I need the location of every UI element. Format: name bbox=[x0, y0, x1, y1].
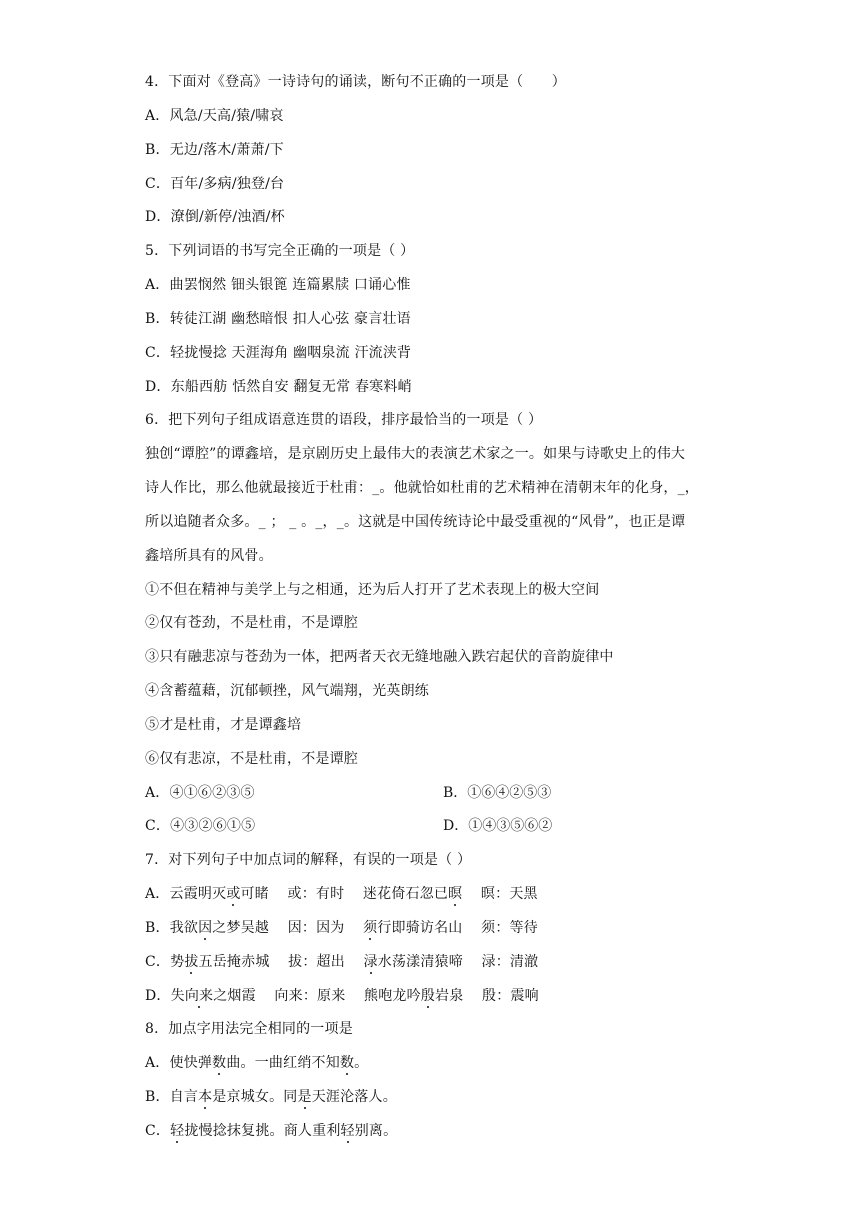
q5-option-b: B．转徒江湖 幽愁暗恨 扣人心弦 豪言壮语 bbox=[145, 311, 411, 327]
q6-item-3: ③只有融悲凉与苍劲为一体，把两者天衣无缝地融入跌宕起伏的音韵旋律中 bbox=[145, 649, 614, 665]
q6-passage-line: 所以追随者众多。_ ； _ 。_，_。这就是中国传统诗论中最受重视的“风骨”，也正是谭 bbox=[145, 514, 686, 530]
dotted-char: 数 bbox=[212, 1055, 227, 1071]
q8-stem: 8．加点字用法完全相同的一项是 bbox=[145, 1021, 353, 1037]
q4-stem: 4．下面对《登高》一诗诗句的诵读，断句不正确的一项是（ ） bbox=[145, 74, 566, 90]
q6-option-b: B．①⑥④②⑤③ bbox=[443, 785, 552, 801]
q7-option-a: A．云霞明灭或可睹 或：有时 迷花倚石忽已暝 暝：天黑 bbox=[145, 886, 538, 902]
dotted-char: 因 bbox=[198, 920, 213, 936]
q6-item-5: ⑤才是杜甫，才是谭鑫培 bbox=[145, 717, 302, 733]
q6-option-a: A．④①⑥②③⑤ bbox=[145, 785, 255, 801]
dotted-char: 轻 bbox=[170, 1123, 185, 1139]
q6-stem: 6．把下列句子组成语意连贯的语段，排序最恰当的一项是（ ） bbox=[145, 412, 543, 428]
q8-option-b: B．自言本是京城女。同是天涯沦落人。 bbox=[145, 1089, 397, 1105]
dotted-char: 或 bbox=[226, 886, 241, 902]
q4-option-d: D．潦倒/新停/浊酒/杯 bbox=[145, 209, 285, 225]
q6-item-6: ⑥仅有悲凉，不是杜甫，不是谭腔 bbox=[145, 751, 358, 767]
dotted-char: 须 bbox=[363, 920, 378, 936]
q5-option-d: D．东船西舫 恬然自安 翻复无常 春寒料峭 bbox=[145, 379, 412, 395]
q7-stem: 7．对下列句子中加点词的解释，有误的一项是（ ） bbox=[145, 852, 472, 868]
dotted-char: 本 bbox=[198, 1089, 213, 1105]
q6-passage-line: 诗人作比，那么他就最接近于杜甫：_。他就恰如杜甫的艺术精神在清朝末年的化身，_， bbox=[145, 480, 699, 496]
dotted-char: 是 bbox=[297, 1089, 312, 1105]
q5-option-a: A．曲罢悯然 钿头银篦 连篇累牍 口诵心惟 bbox=[145, 277, 411, 293]
q7-option-c: C．势拔五岳掩赤城 拔：超出 渌水荡漾清猿啼 渌：清澈 bbox=[145, 954, 539, 970]
q6-item-2: ②仅有苍劲，不是杜甫，不是谭腔 bbox=[145, 615, 358, 631]
q5-option-c: C．轻拢慢捻 天涯海角 幽咽泉流 汗流浃背 bbox=[145, 345, 412, 361]
dotted-char: 轻 bbox=[340, 1123, 355, 1139]
dotted-char: 数 bbox=[339, 1055, 355, 1071]
dotted-char: 渌 bbox=[363, 954, 378, 970]
dotted-char: 向来 bbox=[184, 988, 214, 1004]
q5-stem: 5．下列词语的书写完全正确的一项是（ ） bbox=[145, 243, 415, 259]
q6-option-d: D．①④③⑤⑥② bbox=[443, 818, 553, 834]
dotted-char: 暝 bbox=[448, 886, 463, 902]
dotted-char: 拔 bbox=[184, 954, 199, 970]
q6-item-4: ④含蓄蕴藉，沉郁顿挫，风气端翔，光英朗练 bbox=[145, 683, 429, 699]
q4-option-c: C．百年/多病/独登/台 bbox=[145, 176, 285, 192]
q6-option-c: C．④③②⑥①⑤ bbox=[145, 818, 256, 834]
q4-option-b: B．无边/落木/萧萧/下 bbox=[145, 142, 284, 158]
q6-passage-line: 独创“谭腔”的谭鑫培，是京剧历史上最伟大的表演艺术家之一。如果与诗歌史上的伟大 bbox=[145, 446, 686, 462]
q7-option-d: D．失向来之烟霞 向来：原来 熊咆龙吟殷岩泉 殷：震响 bbox=[145, 988, 539, 1004]
q8-option-c: C．轻拢慢捻抹复挑。商人重利轻别离。 bbox=[145, 1123, 398, 1139]
q7-option-b: B．我欲因之梦吴越 因：因为 须行即骑访名山 须：等待 bbox=[145, 920, 538, 936]
q6-passage-line: 鑫培所具有的风骨。 bbox=[145, 548, 273, 564]
dotted-char: 殷 bbox=[420, 988, 436, 1004]
q8-option-a: A．使快弹数曲。一曲红绡不知数。 bbox=[145, 1055, 369, 1071]
q4-option-a: A．风急/天高/猿/啸哀 bbox=[145, 108, 284, 124]
q6-item-1: ①不但在精神与美学上与之相通，还为后人打开了艺术表现上的极大空间 bbox=[145, 582, 600, 598]
